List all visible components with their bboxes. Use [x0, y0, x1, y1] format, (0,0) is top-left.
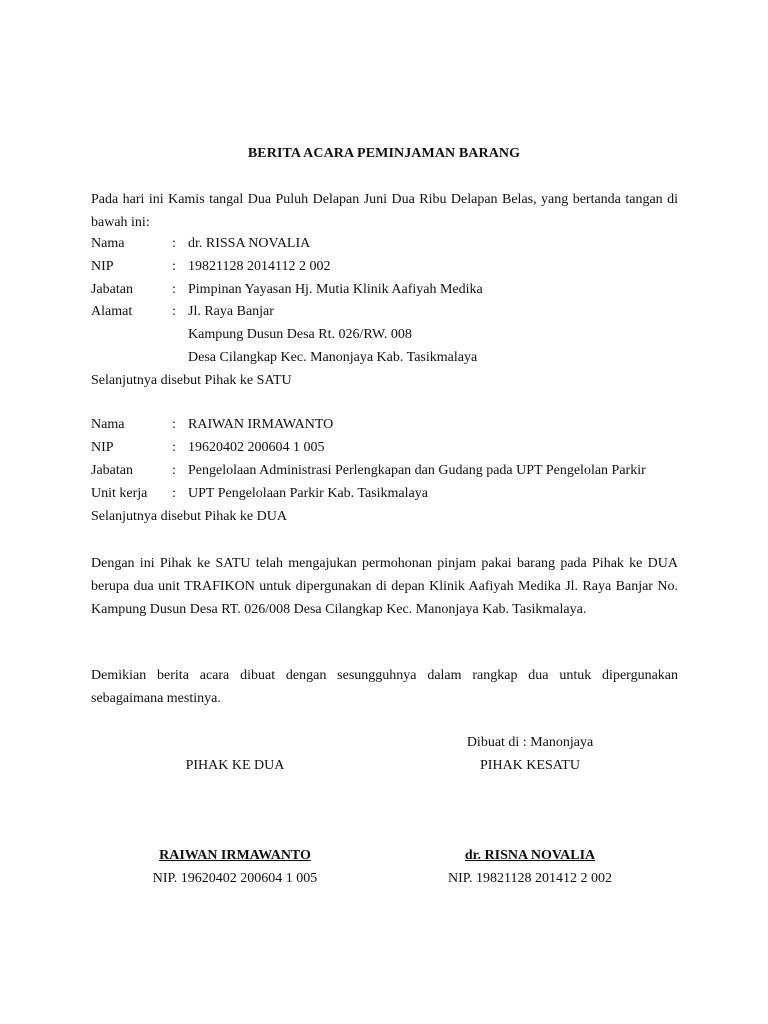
party2-unit-value: UPT Pengelolaan Parkir Kab. Tasikmalaya: [188, 486, 428, 501]
signature-place: Dibuat di : Manonjaya: [466, 735, 594, 750]
signature-left-name-wrap: [100, 846, 370, 866]
party1-jabatan-value: Pimpinan Yayasan Hj. Mutia Klinik Aafiyah Medika: [188, 282, 483, 297]
party1-nip-value: 19821128 2014112 2 002: [188, 259, 331, 274]
intro-paragraph: Pada hari ini Kamis tangal Dua Puluh Delapan Juni Dua Ribu Delapan Belas, yang bertanda tangan di bawah ini:: [91, 192, 678, 230]
colon: :: [172, 417, 176, 432]
colon: :: [172, 440, 176, 455]
party1-nama-label: Nama: [91, 236, 125, 251]
signature-left-nip: NIP. 19620402 200604 1 005: [152, 871, 318, 886]
party2-closing: Selanjutnya disebut Pihak ke DUA: [91, 509, 287, 524]
signature-right-nip: NIP. 19821128 201412 2 002: [448, 871, 612, 886]
party1-nama-value: dr. RISSA NOVALIA: [188, 236, 311, 251]
party2-nip-label: NIP: [91, 440, 114, 455]
body-paragraph: Dengan ini Pihak ke SATU telah mengajukan permohonan pinjam pakai barang pada Pihak ke DUA berupa dua unit TRAFIKON untuk dipergunakan di depan Klinik Aafiyah Medika Jl. Raya Banjar No. Kampung Dusun Desa RT. 026/008 Desa Cilangkap Kec. Manonjaya Kab. Tasikmalaya.: [91, 556, 678, 617]
signature-left-role: PIHAK KE DUA: [185, 758, 285, 773]
party2-jabatan-value: Pengelolaan Administrasi Perlengkapan dan Gudang pada UPT Pengelolan Parkir: [188, 463, 646, 478]
party1-alamat-line2: Kampung Dusun Desa Rt. 026/RW. 008: [188, 327, 412, 342]
colon: :: [172, 282, 176, 297]
signature-right-role: PIHAK KESATU: [480, 758, 580, 773]
colon: :: [172, 486, 176, 501]
party2-nama-value: RAIWAN IRMAWANTO: [188, 417, 334, 432]
signature-right-name-wrap: [395, 846, 665, 866]
party2-jabatan-label: Jabatan: [91, 463, 133, 478]
colon: :: [172, 259, 176, 274]
party2-nama-label: Nama: [91, 417, 125, 432]
party1-alamat-label: Alamat: [91, 304, 133, 319]
colon: :: [172, 236, 176, 251]
closing-paragraph: Demikian berita acara dibuat dengan sesungguhnya dalam rangkap dua untuk dipergunakan sebagaimana mestinya.: [91, 668, 678, 706]
colon: :: [172, 304, 176, 319]
party2-nip-value: 19620402 200604 1 005: [188, 440, 325, 455]
signature-left-name: RAIWAN IRMAWANTO: [159, 848, 311, 863]
party1-nip-label: NIP: [91, 259, 114, 274]
party1-alamat-line3: Desa Cilangkap Kec. Manonjaya Kab. Tasikmalaya: [188, 350, 478, 365]
colon: :: [172, 463, 176, 478]
signature-right-name: dr. RISNA NOVALIA: [464, 848, 596, 863]
party1-closing: Selanjutnya disebut Pihak ke SATU: [91, 373, 292, 388]
document-title: BERITA ACARA PEMINJAMAN BARANG: [247, 146, 521, 161]
party1-jabatan-label: Jabatan: [91, 282, 133, 297]
party2-unit-label: Unit kerja: [91, 486, 148, 501]
party1-alamat-line1: Jl. Raya Banjar: [188, 304, 274, 319]
